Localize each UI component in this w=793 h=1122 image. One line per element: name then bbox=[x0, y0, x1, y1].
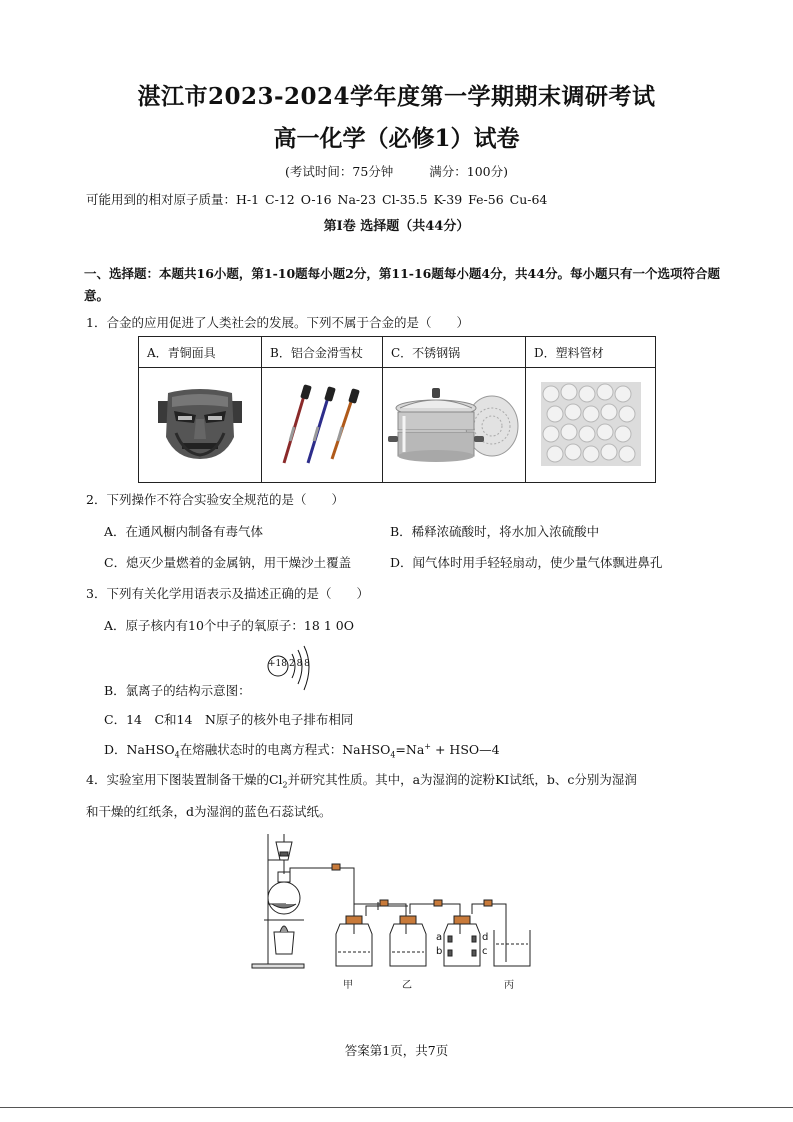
q1-option-b: B．铝合金滑雪杖 bbox=[262, 337, 383, 368]
q3-d-eq: =Na bbox=[395, 742, 425, 757]
q3-d-prefix: D．NaHSO bbox=[104, 742, 175, 757]
strip-label-c: c bbox=[482, 946, 488, 957]
nucleus-label: +18 bbox=[268, 659, 287, 669]
q4-line1-b: 并研究其性质。其中，a为湿润的淀粉KI试纸，b、c分别为湿润 bbox=[287, 772, 637, 787]
strip-label-a: a bbox=[436, 932, 443, 943]
q3-option-b: B．氯离子的结构示意图： bbox=[104, 683, 251, 698]
section-title: 第Ⅰ卷 选择题（共44分） bbox=[323, 219, 470, 234]
q3-option-d bbox=[104, 740, 500, 760]
q2-stem: 2．下列操作不符合实验安全规范的是（ ） bbox=[86, 492, 344, 507]
q3-stem: 3．下列有关化学用语表示及描述正确的是（ ） bbox=[86, 586, 369, 601]
q1-option-c: C．不锈钢锅 bbox=[383, 337, 526, 368]
q3-d-sup: + bbox=[424, 741, 431, 751]
exam-meta bbox=[0, 162, 793, 180]
q4-line2: 和干燥的红纸条，d为湿润的蓝色石蕊试纸。 bbox=[86, 804, 332, 819]
q1-option-a: A．青铜面具 bbox=[139, 337, 262, 368]
q3-d-sub2: 4 bbox=[390, 750, 396, 760]
bottle-label-yi: 乙 bbox=[402, 980, 412, 991]
q2-option-d: D．闻气体时用手轻轻扇动，使少量气体飘进鼻孔 bbox=[390, 555, 663, 570]
q1-option-d: D．塑料管材 bbox=[526, 337, 656, 368]
ski-poles-icon bbox=[262, 368, 383, 483]
q4-line1-sub: 2 bbox=[282, 780, 288, 790]
q3-option-c: C．14 C和14 N原子的核外电子排布相同 bbox=[104, 712, 354, 727]
exam-subtitle: 高一化学（必修1）试卷 bbox=[273, 125, 520, 152]
q2-option-b: B．稀释浓硫酸时，将水加入浓硫酸中 bbox=[390, 524, 600, 539]
electron-shells: 2 8 8 bbox=[289, 659, 310, 669]
bottle-label-bing: 丙 bbox=[504, 980, 514, 991]
bronze-mask-icon bbox=[139, 368, 262, 483]
q2-option-a: A．在通风橱内制备有毒气体 bbox=[104, 524, 264, 539]
q3-d-tail: + HSO—4 bbox=[431, 742, 500, 757]
strip-label-d: d bbox=[482, 932, 489, 943]
page-footer: 答案第1页，共7页 bbox=[344, 1043, 449, 1058]
q3-d-sub: 4 bbox=[174, 750, 180, 760]
instructions: 一、选择题：本题共16小题，第1-10题每小题2分，第11-16题每小题4分，共44分。每小题只有一个选项符合题意。 bbox=[84, 266, 720, 303]
q4-line1 bbox=[86, 770, 637, 790]
exam-title: 湛江市2023-2024学年度第一学期期末调研考试 bbox=[137, 83, 656, 110]
q3-d-mid: 在熔融状态时的电离方程式：NaHSO bbox=[179, 742, 391, 757]
exam-score: 满分：100分) bbox=[429, 164, 509, 179]
q3-option-a: A．原子核内有10个中子的氧原子：18 1 0O bbox=[104, 618, 354, 633]
chloride-ion-diagram bbox=[262, 644, 322, 694]
strip-label-b: b bbox=[436, 946, 443, 957]
page-divider bbox=[0, 1107, 793, 1108]
atomic-masses: 可能用到的相对原子质量：H-1 C-12 O-16 Na-23 Cl-35.5 K-39 Fe-56 Cu-64 bbox=[86, 192, 548, 207]
q2-option-c: C．熄灭少量燃着的金属钠，用干燥沙土覆盖 bbox=[104, 555, 352, 570]
q1-options-table bbox=[138, 336, 656, 483]
q1-stem: 1．合金的应用促进了人类社会的发展。下列不属于合金的是（ ） bbox=[86, 315, 469, 330]
steel-pot-icon bbox=[383, 368, 526, 483]
chlorine-apparatus-diagram bbox=[246, 830, 546, 998]
plastic-pipes-icon bbox=[526, 368, 656, 483]
exam-time: (考试时间：75分钟 bbox=[284, 164, 394, 179]
bottle-label-jia: 甲 bbox=[343, 980, 353, 991]
q4-line1-a: 4．实验室用下图装置制备干燥的Cl bbox=[86, 772, 283, 787]
